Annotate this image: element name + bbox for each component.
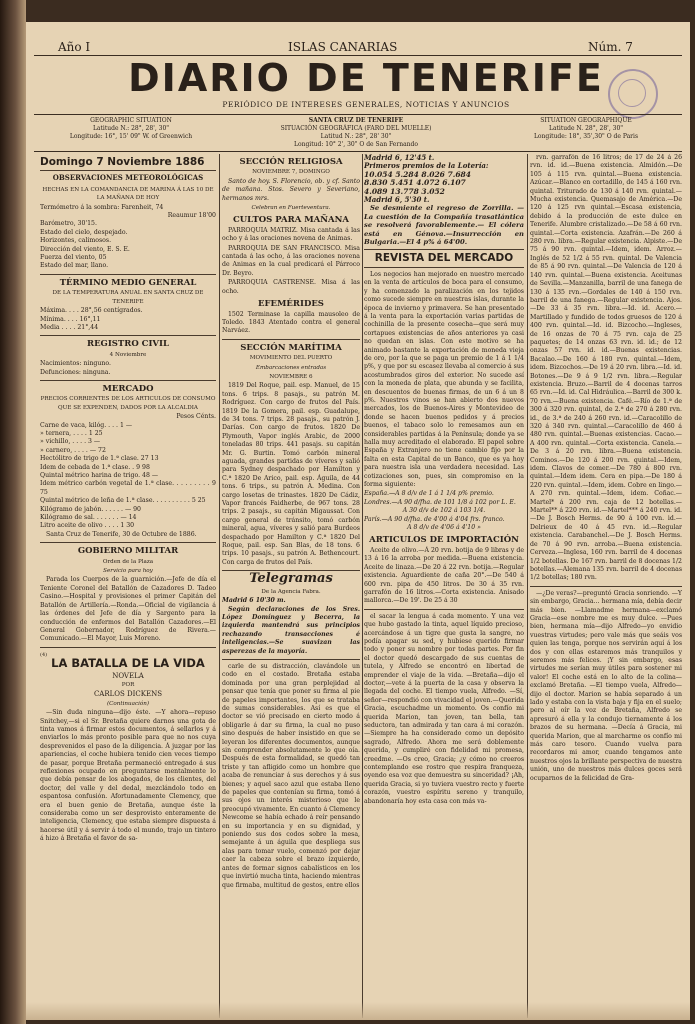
newspaper-subtitle: PERIÓDICO DE INTERESES GENERALES, NOTICIAS Y ANUNCIOS xyxy=(222,100,510,109)
lottery-row: 8.830 5.451 4.072 6.107 xyxy=(364,178,466,188)
market-line: Kilógramo de sal. . . . . . . — 14 xyxy=(40,514,137,522)
market-line: » vichillo, . . . . 3 — xyxy=(40,438,101,446)
maritime-subtitle: MOVIMIENTO DEL PUERTO xyxy=(249,355,333,362)
cults-text-2: PARROQUIA DE SAN FRANCISCO. Misa cantada á las ocho, á las oraciones novena de Animas en la cual predicará el Párroco Dr. Beyro. xyxy=(222,244,360,277)
civil-registry-line: Nacimientos: ninguno. xyxy=(40,360,111,368)
cults-title: CULTOS PARA MAÑANA xyxy=(232,215,349,226)
divider xyxy=(364,249,524,250)
market-line: Quintal métrico harina de trigo. 48 — xyxy=(40,472,159,479)
military-title: GOBIERNO MILITAR xyxy=(77,546,179,557)
divider xyxy=(40,542,216,543)
newspaper-title: DIARIO DE TENERIFE xyxy=(128,56,604,100)
weather-line: Reaumur 18'00 xyxy=(167,212,216,220)
price-list-text: rvn. garrafón de 16 litros; de 17 de 24 á 26 rvn. id. id.—Buena existencia. Almidón.—De 105 á 115 rvn. quintal.—Buena existencia. Azúcar.—Blanco en cortadillo, de 145 á 160 rvn. quintal. Triturado de 130 á 140 rvn. quintal.—Mucha existencia. Quemasajo de América.—De 120 á 125 rvn quintal.—Escasa existencia, debido á la producción de este dulce en Tenerife. Alumbre cristalizado.—De 58 á 60 rvn. quintal.—Corta existencia. Azafrán.—De 260 á 280 rvn. libra.—Regular existencia. Alpiste.—De 75 á 90 rvn. quintal.—Idem, idem. Arroz.—Inglés de 52 1/2 á 55 rvn. quintal. De Valencia de 85 á 90 rvn. quintal.—De Valencia de 120 á 140 rvn. quintal.—Buena existencia. Aceitunas de Sevilla.—Manzanilla, barril de una fanega de 130 á 135 rvn.—Gordales de 140 á 150 rvn. barril de una fanega.—Regular existencia. Ajos.—De 33 á 35 rvn. libra.—Id. id. Acero.—Martillado y fundido de todos gruesos de 120 á 400 rvn. quintal.—Id. id. Bizcocho.—Ingleses, de 16 onzas de 70 á 75 rvn. caja de 25 paquetes; de 14 onzas 63 rvn. id. id.; de 12 onzas 57 rvn. id. id.—Buenas existencias. Bacalao.—De 160 á 180 rvn. quintal.—Idem, idem. Bizcochos.—De 19 á 20 rvn. libra.—Id. id. Botones.—De 9 á 9 1/2 rvn. libra.—Regular existencia. Bruzo.—Barril de 4 docenas tarros 65 rvn.—Id. id. Cal Hidráulica.—Barril de 300 k. 70 rvn.—Buena existencia. Café.—Río de 1.ª de 300 á 320 rvn. quintal, de 2.ª de 270 á 280 rvn. id., de 3.ª de 240 á 260 rvn. id.—Caracolillo de 320 á 340 rvn. quintal.—Caracolillo de 460 á 480 rvn. quintal.—Buenas existencias. Cacao.—A 400 rvn. quintal.—Corta existencia. Canela.—De 3 á 20 rvn. libra.—Buena existencia. Cominos.—De 120 á 200 rvn. quintal.—Idem, idem. Clavos de comer.—De 780 á 800 rvn. quintal.—Idem idem. Cera en pipa.—De 180 á 220 rvn. quintal.—Idem, idem. Cobre en lingo.—A 270 rvn. quintal.—Idem, idem. Coñac.—Martel* á 200 rvn. caja de 12 botellas.—Martel** á 220 rvn. id.—Martel*** á 240 rvn. id.—De J. Bosch Herms. de 90 á 100 rvn. id.—Delrieux de 40 á 45 rvn. id.—Regular existencia. Carabanchel.—De J. Bosch Herms. de 70 á 90 rvn. arroba.—Buena existencia. Cerveza.—Inglesa, 160 rvn. barril de 4 docenas 1/2 botellas. De 167 rvn. barril de 8 docenas 1/2 botellas.—Alemana 135 rvn. barril de 4 docenas 1/2 botellas; 180 rvn. xyxy=(530,154,682,582)
religious-text: Santo de hoy. S. Florencio, ob. y cf. Santo de mañana. Stos. Severo y Severiano, hermanos mrs. xyxy=(222,177,360,202)
issue-number: Núm. 7 xyxy=(588,40,633,54)
column-1 xyxy=(40,154,216,1018)
divider xyxy=(40,647,216,648)
novel-number: (4) xyxy=(40,651,48,658)
temperature-line: Máxima. . . . 28°,56 centígrados. xyxy=(40,307,143,315)
military-subtitle: Orden de la Plaza xyxy=(102,558,154,565)
market-column-head: Pesos Cénts. xyxy=(176,413,216,421)
region-label: ISLAS CANARIAS xyxy=(288,40,398,54)
imports-title: ARTICULOS DE IMPORTACIÓN xyxy=(369,535,519,546)
maritime-date: NOVIEMBRE 6 xyxy=(269,373,313,380)
civil-registry-title: REGISTRO CIVIL xyxy=(87,339,169,350)
divider xyxy=(40,170,216,171)
market-subtitle: PRECIOS CORRIENTES DE LOS ARTICULOS DE CONSUMO QUE SE EXPENDEN, DADOS POR LA ALCALDIA xyxy=(40,396,216,411)
telegrams-agency: De la Agencia Fabra. xyxy=(261,588,321,595)
novel-type: NOVELA xyxy=(112,671,144,680)
divider xyxy=(222,659,360,660)
novel-text: —¿De veras?—preguntó Gracia sonriendo. —Y sin embargo, Gracia... hermana mía, debía decir más bien. —Llamadme hermana—exclamó Gracia—ese nombre me es muy dulce. —Pues bien, hermana mía—dijo Alfredo—yo envidio vuestras virtudes; pero vale más que seáis vos quien las tenga, porque nos servirán aquí á los dos y con ellas estaremos más tranquilos y seremos más felices. ¡Y sin embargo, esas virtudes me serían muy útiles para sostener mi valor! El coche está en lo alto de la colina—exclamó Bretaña. —El tiempo vuela, Alfredo—dijo el doctor. Marion se había separado á un lado y estaba con la vista baja y fija en el suelo; pero al oír la voz de Bretaña, Alfredo se apresuró á ella y la condujo tiernamente á los brazos de su hermana. —Decía á Gracia, mi querida Marion, que al marcharme os confío mi más caro tesoro. Cuando vuelva para recordaros mi amor, cuando tengamos ante nuestros ojos la brillante perspectiva de nuestra unión, uno de nuestros más dulces goces será ocuparnos de la felicidad de Gra- xyxy=(530,589,682,782)
column-3 xyxy=(364,154,524,1018)
novel-text: el sacar la lengua á cada momento. Y una vez que hubo gastado la tinta, aquel líquido precioso, acercándose á un tigre que gusta la sangre, no podía apagar su sed, y hubiese querido firmar todo y poner su nombre por todas partes. Por fin el doctor quedó descargado de sus cuentas de tutela, y Alfredo se encontró en libertad de emprender el viaje de la vida. —Bretaña—dijo el doctor,—vete á la puerta de la casa y observa la llegada del coche. El tiempo vuela, Alfredo. —Sí, señor—respondió con vivacidad el joven.—Querida Gracia, escuchadme un momento. Os confío mi querida Marion, tan joven, tan bella, tan seductora, tan admirada y tan cara á mi corazón. —Siempre ha ha considerado como un depósito sagrado, Alfredo. Ahora me será doblemente querida, y cumpliré con fidelidad mi promesa, creedme. —Os creo, Gracia; ¿y cómo no creeros contemplando ese rostro que respira franqueza, oyendo esa voz que demuestra su sinceridad? ¡Ah, querida Gracia, si yo tuviera vuestro recto y fuerte corazón, vuestro espíritu sereno y tranquilo, abandonaría hoy esta casa con más va- xyxy=(364,612,524,805)
market-line: » carnero, . . . . — 72 xyxy=(40,446,106,454)
ephemerides-title: EFEMÉRIDES xyxy=(258,299,324,310)
novel-text: —Sin duda ninguna—dijo éste. —Y ahora—repuso Snitchey,—si el Sr. Bretaña quiere darnos una gota de tinta vamos á firmar estos documentos, á sellarlos y á enviarlos lo más pronto posible para que no nos cuya desprevenidos el paso de la diligencia. Á juzgar por las apariencias, el coche hubiera tenido cien veces tiempo de pasar, porque Bretaña permaneció entregado á sus reflexiones ocupado en preguntarse mentalmente lo que debía pensar de los abogados, de los clientes, del doctor, del valle y del dedal, mezclándolo todo en espantosa confusión. Afortunadamente Clemency, que era el buen genio de Bretaña, aunque éste la consideraba como un ser desprovisto enteramente de inteligencia, Clemency, que estaba siempre dispuesta á hacerse útil y á servir á todo el mundo, trajo un tintero á hizo á Bretaña el favor de sa- xyxy=(40,709,216,843)
geo-right xyxy=(496,117,676,141)
column-2 xyxy=(222,154,360,1018)
market-review-text: Los negocios han mejorado en nuestro mercado en la venta de artículos de boca para el consumo, y ha comenzado la paralización en los tejidos como sucede siempre en nuestras islas, durante la época de invierno y primavera. Se han presentado á la venta para la exportación varias partidas de cochinilla de la presente cosecha—que será muy cortapues existencias de años anteriores ya casi no quedan en islas. Con este motivo se ha animado bastante la exportación de moneda vieja de oro, por la que se paga un premio de 1 á 1 1/4 p%, y que por su escasez llevaba al comercio á sus acostumbrados giros del exterior. No sucede así con la moneda de plata, que abunda y se facilita, en descuentos de buenas firmas, de un 6 á un 8 p%. Nuestros vinos se han abierto dos nuevos mercados, los de Buenos-Aires y Montevideo de donde se hacen buenos pedidos y á precios buenos, el tabaco solo lo remesamos aun en considerables partidas á la Península; donde ya se halla muy acreditado el elaborado. El papel sobre España y Extranjero no tiene cambio fijo por la falta en esta Capital de un Banco, que es ya hoy para nuestra isla una verdadera necesidad. Las cotizaciones son, pues, sin compromiso en la forma siguiente: xyxy=(364,270,524,489)
geo-right-lat: Latitude N. 28°, 28', 30" xyxy=(548,125,624,132)
masthead-rule-mid xyxy=(34,114,682,115)
market-line: Carne de vaca, kilóg. . . . 1 — xyxy=(40,421,133,429)
newspaper-page xyxy=(26,22,690,1020)
masthead-top-row xyxy=(26,36,690,56)
weather-line: Estado del cielo, despejado. xyxy=(40,228,128,236)
civil-registry-line: Defunciones: ninguna. xyxy=(40,368,111,376)
market-line: » ternera, . . . . 1 25 xyxy=(40,429,103,437)
military-service: Servicio para hoy xyxy=(103,568,153,575)
divider xyxy=(364,267,524,268)
divider xyxy=(222,339,360,340)
weather-line: Dirección del viento, E. S. E. xyxy=(40,245,130,253)
exchange-rate: A 8 d/v de 4'06 á 4'10 » xyxy=(407,524,481,532)
telegrams-text: Según declaraciones de los Sres. López Domínguez y Becerra, la izquierda mantendrá sus principios rechazando transacciones é inteligencias.—Se suavizan las asperezas de la mayoría. xyxy=(222,605,360,655)
telegram-date: Madrid 6, 12'45 t. xyxy=(364,154,435,162)
geo-center-lon: Longitud: 10° 2', 30" O de San Fernando xyxy=(294,141,418,148)
geo-left-head: GEOGRAPHIC SITUATION xyxy=(90,117,172,124)
divider xyxy=(364,609,524,610)
novel-por: POR xyxy=(121,681,135,688)
year-label: Año I xyxy=(58,40,91,54)
exchange-rate: Londres.—A 90 d/fha. de 101 1/8 á 102 por L. E. xyxy=(364,498,516,506)
weather-line: Barómetro, 30'15. xyxy=(40,220,97,228)
column-4 xyxy=(530,154,682,1018)
temperature-line: Media . . . . 21°,44 xyxy=(40,323,99,331)
exchange-rate: España.—A 8 d/v de 1 á 1 1/4 p% premio. xyxy=(364,490,494,498)
telegrams-date: Madrid 6 10'30 m. xyxy=(222,597,286,605)
market-line: Idem de cebada de 1.ª clase. . 9 98 xyxy=(40,463,150,471)
maritime-title: SECCIÓN MARÍTIMA xyxy=(240,342,342,353)
religious-date: NOVIEMBRE 7, DOMINGO xyxy=(252,169,330,176)
lottery-row: 4.089 13.778 3.052 xyxy=(364,186,445,196)
civil-registry-date: 4 Noviembre xyxy=(109,351,147,358)
weather-subtitle: HECHAS EN LA COMANDANCIA DE MARINA Á LAS 10 DE LA MAÑANA DE HOY xyxy=(42,186,214,202)
temperature-subtitle: DE LA TEMPERATURA ANUAL EN SANTA CRUZ DE TENERIFE xyxy=(52,290,204,305)
divider xyxy=(40,274,216,275)
column-divider-1 xyxy=(219,154,220,1018)
geo-right-lon: Longitude: 18°, 35',30" O de Paris xyxy=(533,133,639,140)
novel-text: carle de su distracción, clavándole un codo en el costado. Bretaña estaba dominada por una gran perplejidad al pensar que tenía que poner su firma al pie de papeles importantes, los que se trataba de sumas considerables. Así es que el doctor se vió precisado en cierto modo á obligarle á dar su firma, la cual no puso sino después de haber insistido en que se leyeran los diferentes documentos, aunque sin comprender absolutamente lo que oía. Después de esta formalidad, se quedó tan triste y tan afligido como un hombre que acaba de renunciar á sus derechos y á sus bienes; y aquel saco azul que estaba lleno de papeles que contenían su firma, tomó á sus ojos un interés misterioso que le preocupó vivamente. En cuanto á Clemency Newcome se había echado á reír pensando en su importancia y en su dignidad, y poniendo sus dos codos sobre la mesa, semejante á un águila que despliega sus alas para tomar vuelo, comenzó por dejar caer la cabeza sobre el brazo izquierdo, antes de formar signos cabalísticos en los que invirtió mucha tinta, haciendo mientras que firmaba, multitud de gestos, entre ellos xyxy=(222,662,360,889)
weather-title: OBSERVACIONES METEOROLÓGICAS xyxy=(52,173,204,183)
page-binding-edge xyxy=(0,0,26,1024)
weather-line: Estado del mar, llano. xyxy=(40,262,109,270)
market-footer: Santa Cruz de Tenerife, 30 de Octubre de 1886. xyxy=(46,530,197,538)
geo-center-head: SANTA CRUZ DE TENERIFE xyxy=(308,117,404,124)
telegrams-title: Telegramas xyxy=(249,571,333,587)
temperature-line: Mínima. . . . 16°,11 xyxy=(40,315,101,323)
market-line: Kilógramo de jabón. . . . . . — 90 xyxy=(40,505,141,513)
geo-left xyxy=(36,117,226,141)
geo-center-sub: SITUACIÓN GEOGRÁFICA (FARO DEL MUELLE) xyxy=(280,125,432,132)
geo-center-lat: Latitud N.: 28°, 28' 30" xyxy=(320,133,392,140)
geo-left-lat: Latitude N.: 28°, 28', 30" xyxy=(92,125,170,132)
military-text: Parada los Cuerpos de la guarnición.—Jefe de día el Teniente Coronel del Batallón de Cazadores D. Tadeo Casino.—Hospital y provisiones el primer Capitán del Batallón de Artillería.—Ronda.—Oficial de vigilancia á las órdenes del Jefe de día y Sargento para la conducción de enfermos del Batallón Cazadores.—El General Gobernador, Rodríguez de Rivera.—Comunicado.—El Mayor, Luis Moreno. xyxy=(40,576,216,643)
novel-continuation: (Continuación) xyxy=(106,700,150,707)
novel-title: LA BATALLA DE LA VIDA xyxy=(51,656,205,671)
market-title: MERCADO xyxy=(102,383,154,394)
issue-date: Domingo 7 Noviembre 1886 xyxy=(40,156,205,168)
exchange-rate: París.—A 90 d/fha. de 4'00 á 4'04 frs. franco. xyxy=(364,515,505,523)
weather-line: Fuerza del viento, 05 xyxy=(40,254,107,262)
column-divider-2 xyxy=(362,154,363,1018)
novel-author: CARLOS DICKENS xyxy=(93,690,163,699)
weather-line: Horizontes, calimosos. xyxy=(40,237,112,245)
market-review-title: REVISTA DEL MERCADO xyxy=(374,252,514,265)
divider xyxy=(530,586,682,587)
masthead-rule-bottom xyxy=(34,151,682,152)
imports-text: Aceite de olivo.—Á 20 rvn. botija de 9 libras y de 13 á 16 la arroba por medida.—Buena existencia. Aceite de linaza.—De 20 á 22 rvn. botija.—Regular existencia. Aguardiente de caña 20°.—De 540 á 600 rvn. pipa de 450 litros. De 30 á 35 rvn. garrafón de 16 litros.—Corta existencia. Anisado mallorca.—De 19'. De 25 á 30 xyxy=(364,546,524,605)
temperature-title: TÉRMINO MEDIO GENERAL xyxy=(59,277,197,288)
market-line: Quintal métrico de leña de 1.ª clase. . . . . . . . . . 5 25 xyxy=(40,497,206,505)
maritime-subtitle-2: Embarcaciones entradas xyxy=(255,364,327,371)
column-divider-3 xyxy=(527,154,528,1018)
religious-celebration: Celebran en Fuerteventura. xyxy=(251,205,331,212)
geo-right-head: SITUATION GEOGRAPHIQUE xyxy=(540,117,632,124)
exchange-rate: A 30 d/v de 102 á 103 1/4. xyxy=(402,507,486,515)
divider xyxy=(40,380,216,381)
telegram-date-2: Madrid 6, 5'30 t. xyxy=(364,195,430,205)
ephemerides-text: 1502 Terminase la capilla mausoleo de Toledo. 1843 Atentado contra el general Narváez. xyxy=(222,310,360,335)
divider xyxy=(40,335,216,336)
cults-text-3: PARROQUIA CASTRENSE. Misa á las ocho. xyxy=(222,279,360,295)
page-bottom-shadow xyxy=(26,1002,690,1020)
weather-line: Termómetro á la sombra: Farenheit, 74 xyxy=(40,203,164,211)
religious-title: SECCIÓN RELIGIOSA xyxy=(239,157,343,167)
market-line: Idem métrico carbón vegetal de 1.ª clase. . . . . . . . . 9 75 xyxy=(40,480,216,496)
geo-left-lon: Longitude: 16°, 15' 09" W. of Greenwich xyxy=(69,133,193,140)
maritime-text: 1819 Del Roque, pail. esp. Manuel, de 15 tons. 6 trips. 8 pasajs., su patrón M. Rodríguez. Con cargo de frutos del País. 1819 De la Gomera, pail. esp. Guadalupe, de 34 tons. 7 trips. 28 pasajs., su patrón J. Darías. Con cargo de frutos. 1820 De Plymouth, Vapor inglés Arabic, de 2000 toneladas 80 trips. 441 pasajs. su capitán Mr. G. Burtin. Tomó carbón mineral aguada, grandes partidas de víveres y salió para Sydney despachado por Hamilton y C.ª 1820 De Arico, pail. esp. Águila, de 44 tons. 6 trips., su patrón A. Medina. Con cargo losetas de trinastes. 1820 De Cádiz, Vapor francés Faidherbe, de 967 tons. 28 trips. 2 pasajs., su capitán Migaussat. Con cargo general de tránsito, tomó carbón mineral, agua, víveres y salió para Burdeos despachado por Hamilton y C.ª 1820 Del Roque, pail. esp. San Blas, de 18 tons. 6 trips. 10 pasajs., su patrón A. Bethencourt. Con carga de frutos del País. xyxy=(222,382,360,566)
lottery-row: 10.054 5.284 8.026 7.684 xyxy=(364,169,471,179)
telegram-text: Se desmiente el regreso de Zorrilla. —La cuestión de la Compañía trasatlántica se resolverá favorablemente.— El cólera está en Génova.—Insurrección en Bulgaria.—El 4 p% á 64'00. xyxy=(364,204,524,247)
lottery-lead: Primeros premios de la Lotería: xyxy=(364,161,489,171)
library-stamp-icon xyxy=(608,69,658,119)
cults-text-1: PARROQUIA MATRIZ. Misa cantada á las ocho y á las oraciones novena de Animas. xyxy=(222,226,360,243)
geo-center xyxy=(236,117,476,149)
market-line: Hectólitro de trigo de 1.ª clase. 27 13 xyxy=(40,455,159,463)
market-line: Litro aceite de olivo . . . . 1 30 xyxy=(40,522,135,530)
